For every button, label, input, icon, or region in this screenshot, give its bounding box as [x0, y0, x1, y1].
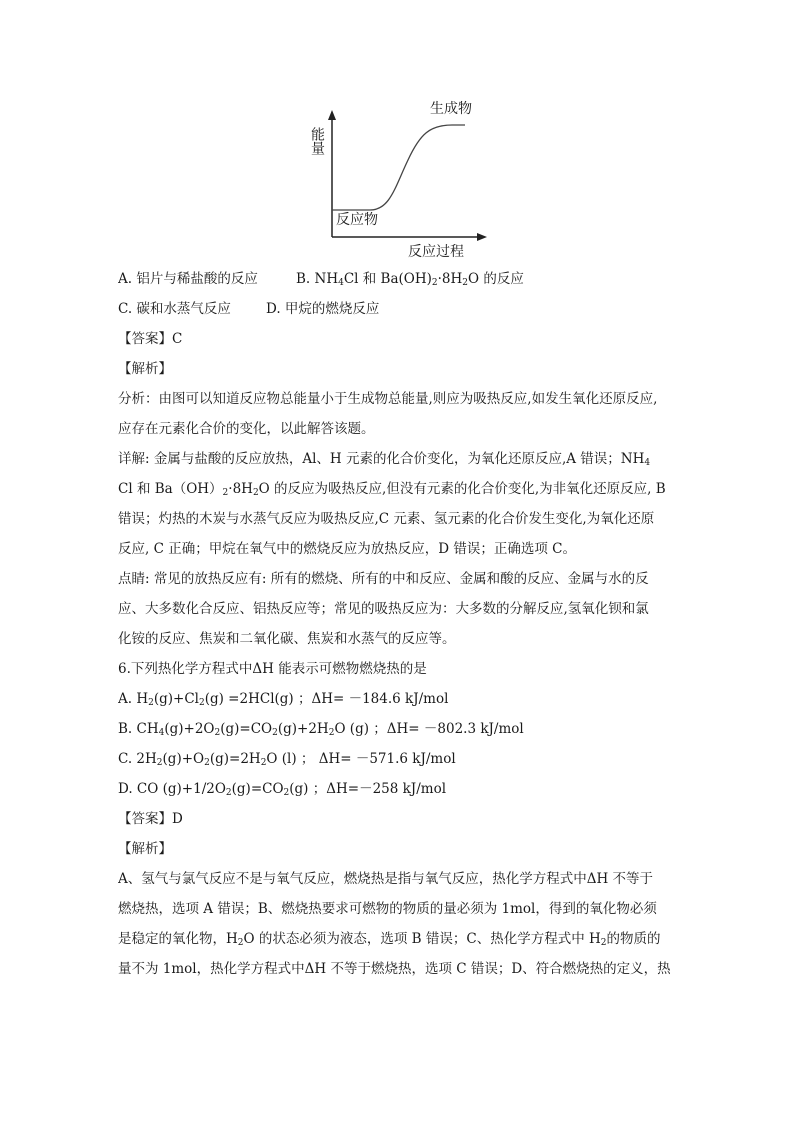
q5-note-line-2: 应、大多数化合反应、铝热反应等；常见的吸热反应为：大多数的分解反应,氢氧化钡和氯: [118, 601, 649, 617]
q6-analysis-line-2: 燃烧热，选项 A 错误；B、燃烧热要求可燃物的物质的量必须为 1mol，得到的氧化物必须: [118, 901, 657, 917]
q5-detail-line-3: 错误；灼热的木炭与水蒸气反应为吸热反应,C 元素、氢元素的化合价发生变化,为氧化还原: [118, 511, 655, 527]
q5-detail-line-1: 详解: 金属与盐酸的反应放热，Al、H 元素的化合价变化，为氧化还原反应,A 错误；$NH_4$: [118, 451, 651, 468]
q5-options-ab: [118, 264, 678, 294]
q5-option-c: C. 碳和水蒸气反应: [118, 301, 231, 317]
x-axis-label: 反应过程: [408, 244, 464, 260]
q5-analysis-line-1: 分析：由图可以知道反应物总能量小于生成物总能量,则应为吸热反应,如发生氧化还原反应,: [118, 391, 658, 407]
q5-detail-line-4: 反应, C 正确；甲烷在氧气中的燃烧反应为放热反应，D 错误；正确选项 C。: [118, 541, 576, 557]
q5-options-cd: [118, 294, 678, 324]
q6-option-a: A. $H_2(g)+Cl_2(g) =2HCl(g)$ ；ΔH= －184.6 kJ/mol: [118, 691, 449, 708]
q5-analysis-line-2: 应存在元素化合价的变化，以此解答该题。: [118, 421, 375, 437]
y-axis-label: 能量: [309, 127, 325, 155]
q5-answer: 【答案】C: [118, 331, 183, 347]
energy-diagram: [290, 92, 510, 267]
body-text: [118, 264, 678, 984]
q6-analysis-line-4: 量不为 1mol，热化学方程式中ΔH 不等于燃烧热，选项 C 错误；D、符合燃烧热的定义，热: [118, 961, 671, 977]
q6-analysis-head: 【解析】: [118, 841, 172, 857]
q6-option-c: C. $2H_2(g)+O_2(g)=2H_2O$ (l) ； ΔH= －571.6 kJ/mol: [118, 751, 456, 768]
product-label: 生成物: [430, 101, 472, 117]
q6-stem: 6.下列热化学方程式中ΔH 能表示可燃物燃烧热的是: [118, 661, 427, 677]
x-axis-arrow-icon: [477, 233, 487, 241]
q6-option-d: D. CO $(g)+1/2O_2(g)=CO_2(g)$ ；ΔH=－258 kJ/mol: [118, 781, 447, 798]
q6-analysis-line-1: A、氢气与氯气反应不是与氧气反应，燃烧热是指与氧气反应，热化学方程式中ΔH 不等于: [118, 871, 654, 887]
energy-curve: [332, 125, 465, 210]
y-axis-arrow-icon: [328, 110, 336, 120]
q5-option-a: A. 铝片与稀盐酸的反应: [118, 271, 258, 287]
q6-answer: 【答案】D: [118, 811, 183, 827]
q5-note-line-3: 化铵的反应、焦炭和二氧化碳、焦炭和水蒸气的反应等。: [118, 631, 456, 647]
q6-analysis-line-3: 是稳定的氧化物，$H_2O$ 的状态必须为液态，选项 B 错误；C、热化学方程式中 $H_2$的物质的: [118, 931, 661, 948]
q5-note-line-1: 点睛: 常见的放热反应有: 所有的燃烧、所有的中和反应、金属和酸的反应、金属与水的反: [118, 571, 649, 587]
q5-option-b: B. $NH_4Cl$ 和 $Ba(OH)_2\cdot 8H_2O$ 的反应: [296, 271, 524, 288]
q5-analysis-head: 【解析】: [118, 361, 172, 377]
energy-diagram-svg: [290, 92, 510, 267]
q5-option-d: D. 甲烷的燃烧反应: [266, 301, 380, 317]
q5-detail-line-2: Cl 和 $Ba(OH)_2\cdot 8H_2O$ 的反应为吸热反应,但没有元素的化合价变化,为非氧化还原反应, B: [118, 481, 666, 498]
reactant-label: 反应物: [336, 212, 378, 228]
q6-option-b: B. $CH_4(g)+2O_2(g)=CO_2(g)+2H_2O$ (g) ；ΔH= －802.3 kJ/mol: [118, 721, 524, 738]
